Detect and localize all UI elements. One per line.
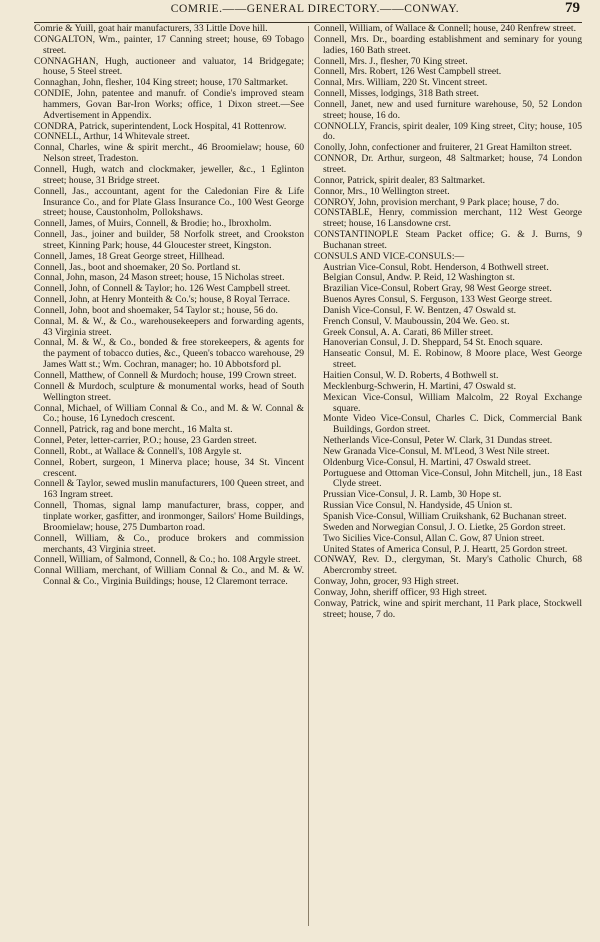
directory-entry: Prussian Vice-Consul, J. R. Lamb, 30 Hope st.	[323, 489, 502, 501]
directory-entry: Belgian Consul, Andw. P. Reid, 12 Washington st.	[323, 272, 515, 284]
directory-entry: CONROY, John, provision merchant, 9 Park place; house, 7 do.	[314, 196, 559, 208]
directory-entry: Connel, Robert, surgeon, 1 Minerva place; house, 34 St. Vincent crescent.	[34, 456, 304, 479]
directory-entry: Oldenburg Vice-Consul, H. Martini, 47 Oswald street.	[323, 456, 531, 468]
directory-entry: CONWAY, Rev. D., clergyman, St. Mary's Catholic Church, 68 Abercromby street.	[314, 554, 582, 577]
directory-entry: Monte Video Vice-Consul, Charles C. Dick, Commercial Bank Buildings, Gordon street.	[323, 413, 582, 436]
page-number: 79	[565, 0, 580, 16]
directory-entry: Connell, Jas., accountant, agent for the Caledonian Fire & Life Insurance Co., and for Plate Glass Insurance Co., 100 West George street; house, Caustonholm, Pollokshaws.	[34, 185, 304, 219]
right-column	[314, 24, 582, 620]
directory-entry: Connell, Misses, lodgings, 318 Bath street.	[314, 88, 479, 100]
directory-entry: Mecklenburg-Schwerin, H. Martini, 47 Oswald st.	[323, 380, 516, 392]
directory-entry: Connell, Mrs. Robert, 126 West Campbell street.	[314, 66, 502, 78]
directory-entry: CONSULS AND VICE-CONSULS:—	[314, 250, 465, 262]
directory-entry: Danish Vice-Consul, F. W. Bentzen, 47 Oswald st.	[323, 304, 517, 316]
directory-entry: Connell, Matthew, of Connell & Murdoch; house, 199 Crown street.	[34, 370, 297, 381]
directory-entry: Spanish Vice-Consul, William Cruikshank, 62 Buchanan street.	[323, 510, 567, 522]
directory-entry: Connell, Patrick, rag and bone mercht., 16 Malta st.	[34, 424, 233, 436]
directory-entry: CONNELL, Arthur, 14 Whitevale street.	[34, 131, 190, 143]
directory-entry: Russian Vice Consul, N. Handyside, 45 Union st.	[323, 500, 513, 512]
directory-entry: Connell, Mrs. Dr., boarding establishment and seminary for young ladies, 160 Bath street.	[314, 33, 582, 56]
directory-entry: Conway, John, sheriff officer, 93 High street.	[314, 586, 487, 598]
directory-entry: Connal William, merchant, of William Connal & Co., and M. & W. Connal & Co., Virginia Buildings; house, 12 Claremont terrace.	[34, 565, 304, 588]
directory-entry: CONGALTON, Wm., painter, 17 Canning street; house, 69 Tobago street.	[34, 33, 304, 56]
directory-entry: Buenos Ayres Consul, S. Ferguson, 133 West George street.	[323, 294, 553, 306]
running-title: COMRIE.——GENERAL DIRECTORY.——CONWAY.	[170, 3, 460, 15]
directory-entry: Two Sicilies Vice-Consul, Allan C. Gow, 87 Union street.	[323, 532, 545, 544]
directory-entry: CONNOLLY, Francis, spirit dealer, 109 King street, City; house, 105 do.	[314, 120, 582, 143]
directory-entry: Haitien Consul, W. D. Roberts, 4 Bothwell st.	[323, 370, 499, 381]
directory-entry: Portuguese and Ottoman Vice-Consul, John Mitchell, jun., 18 East Clyde street.	[323, 467, 582, 490]
directory-entry: United States of America Consul, P. J. Heartt, 25 Gordon street.	[323, 543, 568, 555]
directory-entry: Brazilian Vice-Consul, Robert Gray, 98 West George street.	[323, 283, 552, 295]
directory-entry: Connor, Mrs., 10 Wellington street.	[314, 185, 450, 197]
directory-entry: Connell, William, & Co., produce brokers and commission merchants, 43 Virginia street.	[34, 532, 304, 555]
directory-entry: Connell, John, at Henry Monteith & Co.'s; house, 8 Royal Terrace.	[34, 294, 290, 306]
directory-entry: CONNOR, Dr. Arthur, surgeon, 48 Saltmarket; house, 74 London street.	[314, 153, 582, 175]
directory-entry: Connell, Hugh, watch and clockmaker, jeweller, &c., 1 Eglinton street; house, 31 Bridge street.	[34, 163, 304, 186]
directory-entry: New Granada Vice-Consul, M. M'Leod, 3 West Nile street.	[323, 445, 550, 457]
directory-entry: Austrian Vice-Consul, Robt. Henderson, 4 Bothwell street.	[323, 261, 549, 273]
directory-entry: Mexican Vice-Consul, William Malcolm, 22 Royal Exchange square.	[323, 391, 582, 414]
directory-entry: Connal, M. & W., & Co., warehousekeepers and forwarding agents, 43 Virginia street.	[34, 315, 304, 338]
directory-entry: Connal, John, mason, 24 Mason street; house, 15 Nicholas street.	[34, 272, 285, 284]
directory-entry: CONDRA, Patrick, superintendent, Lock Hospital, 41 Rottenrow.	[34, 120, 287, 132]
directory-entry: Connel, Peter, letter-carrier, P.O.; house, 23 Garden street.	[34, 435, 257, 447]
directory-entry: Connaghan, John, flesher, 104 King street; house, 170 Saltmarket.	[34, 77, 289, 89]
directory-entry: Conway, Patrick, wine and spirit merchant, 11 Park place, Stockwell street; house, 7 do.	[314, 597, 582, 620]
directory-entry: Connell & Murdoch, sculpture & monumental works, head of South Wellington street.	[34, 380, 304, 403]
column-divider	[308, 26, 309, 926]
directory-entry: Sweden and Norwegian Consul, J. O. Lietke, 25 Gordon street.	[323, 521, 566, 533]
directory-entry: Connal, Charles, wine & spirit mercht., 46 Broomielaw; house, 60 Nelson street, Tradeston.	[34, 142, 304, 165]
directory-entry: Connell, Jas., joiner and builder, 58 Norfolk street, and Crookston street, Kinning Park; house, 44 Gloucester street, Kingston.	[34, 229, 304, 251]
directory-entry: Connell, Janet, new and used furniture warehouse, 50, 52 London street; house, 16 do.	[314, 98, 582, 121]
directory-entry: Netherlands Vice-Consul, Peter W. Clark, 31 Dundas street.	[323, 435, 553, 447]
left-column	[34, 24, 304, 588]
directory-entry: Connell, John, of Connell & Taylor; ho. 126 West Campbell street.	[34, 283, 291, 295]
directory-entry: Comrie & Yuill, goat hair manufacturers, 33 Little Dove hill.	[34, 23, 268, 34]
directory-entry: Hanoverian Consul, J. D. Sheppard, 54 St. Enoch square.	[323, 337, 543, 349]
directory-entry: Connal, Mrs. William, 220 St. Vincent street.	[314, 77, 488, 89]
directory-entry: Hanseatic Consul, M. E. Robinow, 8 Moore place, West George street.	[323, 348, 582, 371]
directory-entry: CONSTABLE, Henry, commission merchant, 112 West George street; house, 16 Lansdowne crst.	[314, 207, 582, 230]
directory-entry: CONDIE, John, patentee and manufr. of Condie's improved steam hammers, Govan Bar-Iron Works; office, 1 Dixon street.—See Advertisement in Appendix.	[34, 88, 304, 121]
directory-entry: Connal, Michael, of William Connal & Co., and M. & W. Connal & Co.; house, 16 Lynedoch crescent.	[34, 402, 304, 425]
directory-entry: Connell, Robt., at Wallace & Connell's, 108 Argyle st.	[34, 445, 242, 457]
directory-entry: Connell, James, of Muirs, Connell, & Brodie; ho., Ibroxholm.	[34, 218, 272, 230]
directory-entry: Connell, John, boot and shoemaker, 54 Taylor st.; house, 56 do.	[34, 304, 278, 316]
directory-entry: Connell, William, of Wallace & Connell; house, 240 Renfrew street.	[314, 23, 576, 34]
directory-entry: Conway, John, grocer, 93 High street.	[314, 576, 459, 588]
directory-entry: Connell & Taylor, sewed muslin manufacturers, 100 Queen street, and 163 Ingram street.	[34, 478, 304, 501]
directory-entry: Connell, Mrs. J., flesher, 70 King street.	[314, 55, 468, 67]
directory-entry: Connell, James, 18 Great George street, Hillhead.	[34, 250, 225, 262]
directory-entry: CONSTANTINOPLE Steam Packet office; G. & J. Burns, 9 Buchanan street.	[314, 229, 582, 251]
directory-entry: Connell, Jas., boot and shoemaker, 20 So. Portland st.	[34, 261, 241, 273]
directory-entry: Connell, Thomas, signal lamp manufacturer, brass, copper, and tinplate worker, gasfitter, and ironmonger, Sailors' Home Buildings, Broomielaw; house, 275 Dumbarton road.	[34, 500, 304, 533]
directory-entry: Connell, William, of Salmond, Connell, & Co.; ho. 108 Argyle street.	[34, 554, 301, 566]
directory-entry: Connor, Patrick, spirit dealer, 83 Saltmarket.	[314, 174, 486, 186]
directory-entry: French Consul, V. Mauboussin, 204 We. Geo. st.	[323, 315, 510, 327]
directory-entry: CONNAGHAN, Hugh, auctioneer and valuator, 14 Bridgegate; house, 5 Steel street.	[34, 55, 304, 78]
directory-entry: Conolly, John, confectioner and fruiterer, 21 Great Hamilton street.	[314, 142, 572, 154]
directory-entry: Connal, M. & W., & Co., bonded & free storekeepers, & agents for the payment of tobacco duties, &c., Queen's tobacco warehouse, 29 James Watt st.; Wm. Cochran, manager; ho. 10 Abbotsford pl.	[34, 337, 304, 371]
directory-entry: Greek Consul, A. A. Carati, 86 Miller street.	[323, 326, 493, 338]
